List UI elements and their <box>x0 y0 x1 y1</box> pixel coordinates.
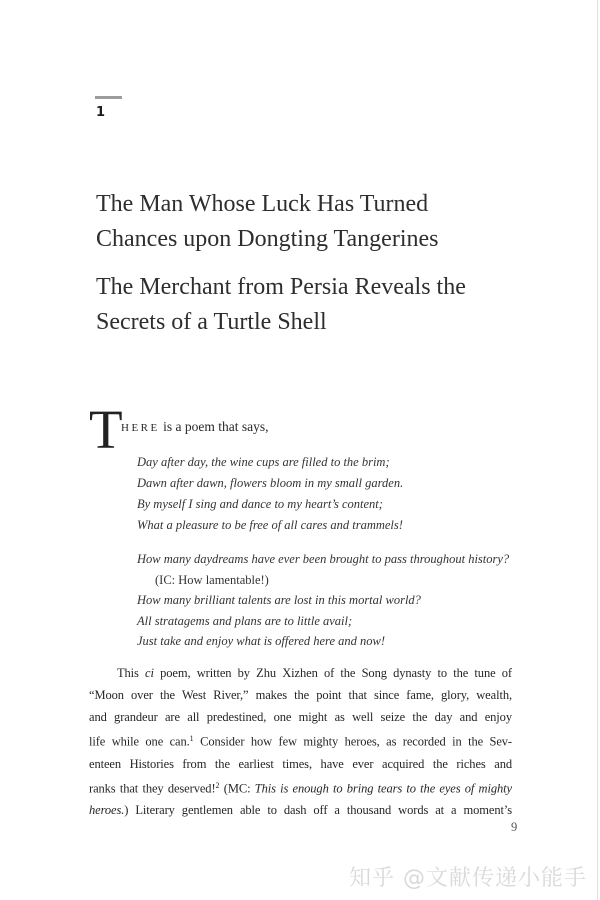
poem-line: Dawn after dawn, flowers bloom in my small garden. <box>137 476 404 490</box>
body-paragraph <box>89 662 512 821</box>
poem-line: What a pleasure to be free of all cares and trammels! <box>137 518 403 532</box>
chapter-subtitle-line2: Secrets of a Turtle Shell <box>96 309 327 335</box>
chapter-rule <box>95 96 122 99</box>
watermark: 知乎 @文献传递小能手 <box>349 866 587 891</box>
chapter-number: 1 <box>96 105 106 120</box>
footnote-marker: 2 <box>215 780 220 790</box>
paragraph-line: life while one can.$^1$ Consider how few mighty heroes, as recorded in the Sev- <box>89 734 512 749</box>
chapter-title <box>96 187 438 257</box>
poem-stanza-2 <box>137 549 509 652</box>
opening-rest: is a poem that says, <box>159 419 269 434</box>
poem-line: By myself I sing and dance to my heart’s content; <box>137 497 383 511</box>
paragraph-line: enteen Histories from the earliest times, have ever acquired the riches and <box>89 756 512 771</box>
poem-line: How many brilliant talents are lost in this mortal world? <box>137 593 421 607</box>
dropcap-letter: T <box>89 399 123 460</box>
opening-smallcaps: HERE <box>121 422 160 434</box>
footnote-marker: 1 <box>189 734 194 743</box>
poem-stanza-1 <box>137 452 403 536</box>
paragraph-line: ranks that they deserved!$^2$ (MC: This is enough to bring tears to the eyes of mighty <box>89 780 512 795</box>
chapter-title-line1: The Man Whose Luck Has Turned <box>96 191 429 217</box>
chapter-subtitle-line1: The Merchant from Persia Reveals the <box>96 274 466 300</box>
paragraph-line: and grandeur are all predestined, one might as well seize the day and enjoy <box>89 710 512 724</box>
paragraph-line: heroes.) Literary gentlemen able to dash off a thousand words at a moment’s <box>89 803 512 817</box>
chapter-title-line2: Chances upon Dongting Tangerines <box>96 226 439 252</box>
chapter-subtitle <box>96 270 466 340</box>
page-number: 9 <box>511 820 518 834</box>
poem-line: How many daydreams have ever been brought to pass throughout history? <box>137 552 510 566</box>
poem-line: Just take and enjoy what is offered here and now! <box>137 634 385 648</box>
paragraph-line: This ci poem, written by Zhu Xizhen of the Song dynasty to the tune of <box>117 666 512 680</box>
page-edge-line <box>597 0 598 900</box>
poem-line: All stratagems and plans are to little avail; <box>137 613 353 628</box>
opening-line <box>121 419 268 435</box>
poem-line: (IC: How lamentable!) <box>155 572 269 587</box>
poem-line: Day after day, the wine cups are filled to the brim; <box>137 455 390 469</box>
paragraph-line: “Moon over the West River,” makes the point that since fame, glory, wealth, <box>89 688 512 702</box>
